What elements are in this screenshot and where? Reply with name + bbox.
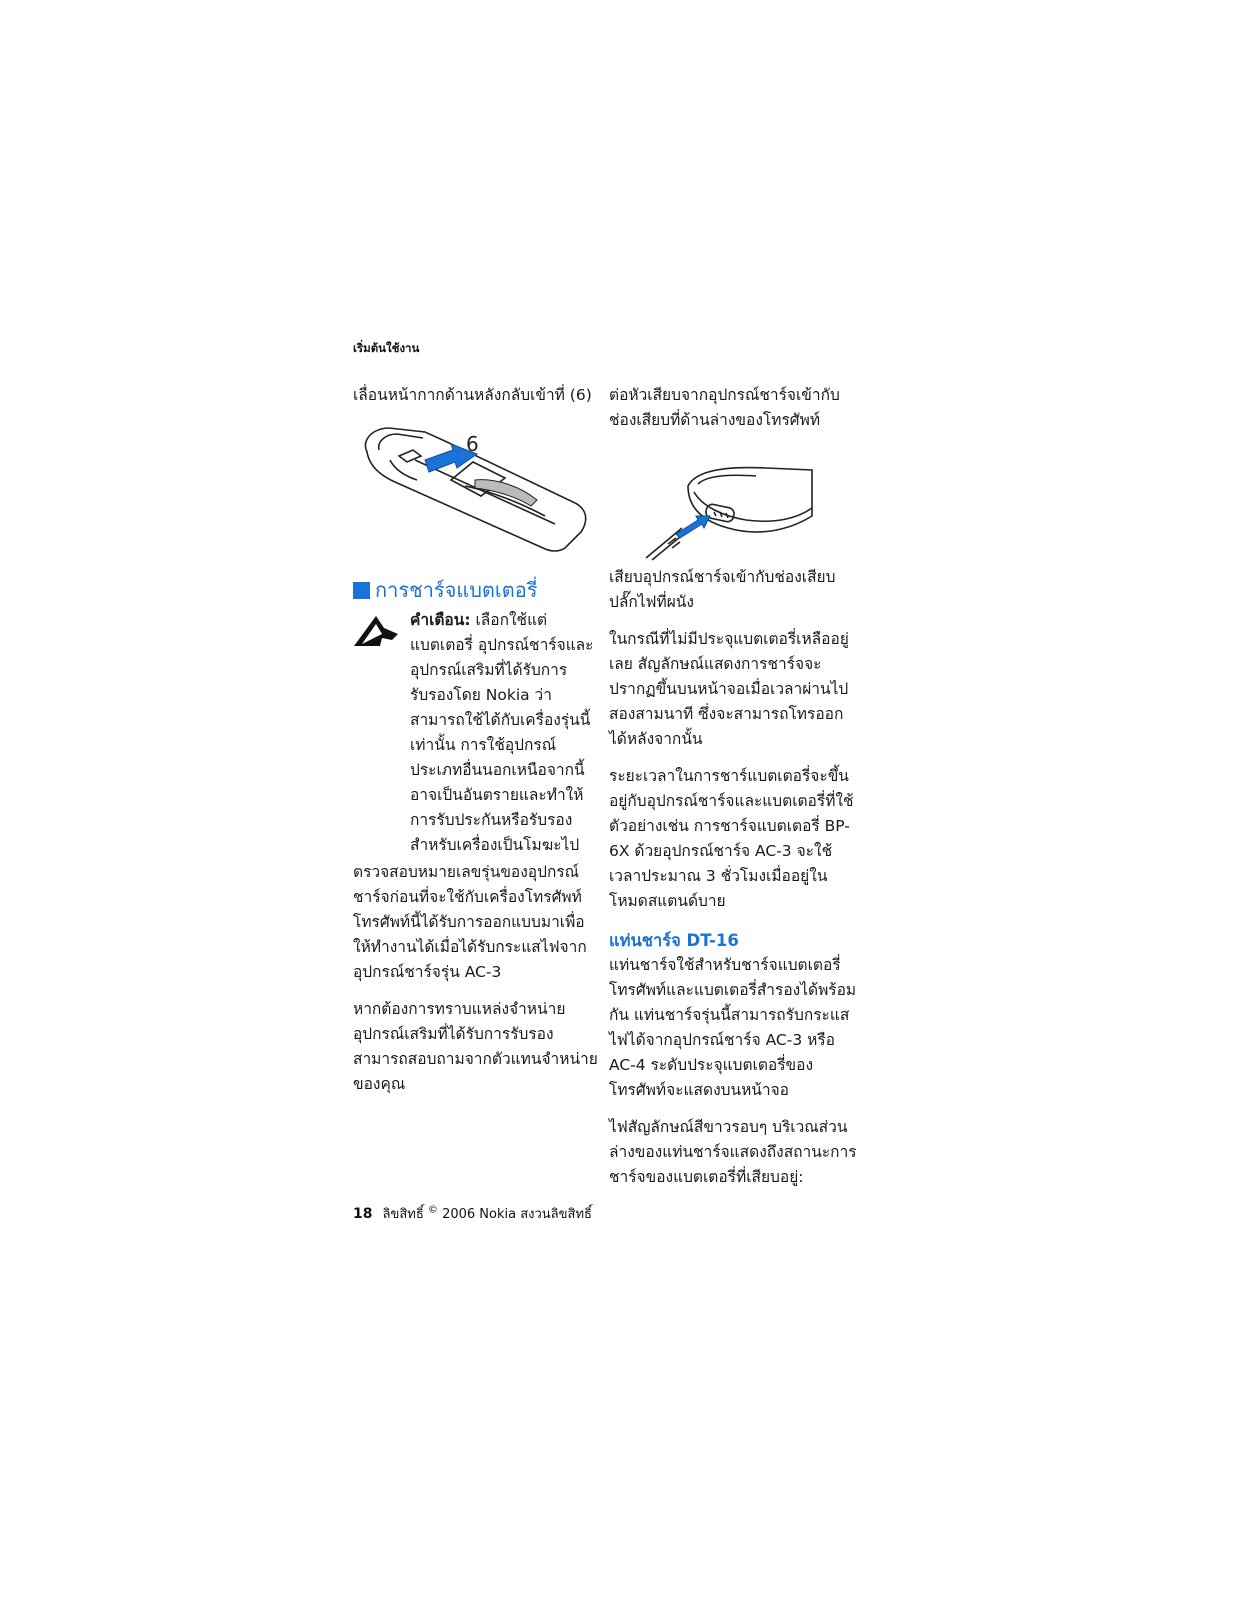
section-title-charging	[353, 574, 538, 606]
figure-label-6: 6	[466, 432, 479, 456]
right-paragraphs	[609, 565, 859, 926]
section-title-text: การชาร์จแบตเตอรี่	[375, 578, 538, 602]
text-empty-battery: ในกรณีที่ไม่มีประจุแบตเตอรี่เหลืออยู่เลย สัญลักษณ์แสดงการชาร์จจะปรากฏขึ้นบนหน้าจอเมื่อเวลาผ่านไปสองสามนาที ซึ่งจะสามารถโทรออกได้หลังจากนั้น	[609, 630, 849, 748]
subsection-title-dt16: แท่นชาร์จ DT-16	[609, 931, 739, 950]
warning-hand-icon	[352, 614, 400, 648]
left-paragraph-1	[353, 383, 601, 420]
page-footer	[353, 1203, 592, 1224]
blue-square-icon	[353, 582, 370, 599]
text-charging-time: ระยะเวลาในการชาร์แบตเตอรี่จะขึ้นอยู่กับอุปกรณ์ชาร์จและแบตเตอรี่ที่ใช้ ตัวอย่างเช่น การชาร์จแบตเตอรี่ BP-6X ด้วยอุปกรณ์ชาร์จ AC-3 จะใช้เวลาประมาณ 3 ชั่วโมงเมื่ออยู่ในโหมดสแตนด์บาย	[609, 767, 854, 910]
text-connect-plug: ต่อหัวเสียบจากอุปกรณ์ชาร์จเข้ากับช่องเสียบที่ด้านล่างของโทรศัพท์	[609, 386, 840, 429]
right-paragraph-1	[609, 383, 859, 445]
text-desk-stand: แท่นชาร์จใช้สำหรับชาร์จแบตเตอรี่โทรศัพท์และแบตเตอรี่สำรองได้พร้อมกัน แท่นชาร์จรุ่นนี้สามารถรับกระแสไฟได้จากอุปกรณ์ชาร์จ AC-3 หรือ AC-4 ระดับประจุแบตเตอรี่ของโทรศัพท์จะแสดงบนหน้าจอ	[609, 956, 857, 1099]
warning-text: เลือกใช้แต่แบตเตอรี่ อุปกรณ์ชาร์จและอุปกรณ์เสริมที่ได้รับการรับรองโดย Nokia ว่าสามารถใช้ได้กับเครื่องรุ่นนี้เท่านั้น การใช้อุปกรณ์ประเภทอื่นนอกเหนือจากนี้ อาจเป็นอันตรายและทำให้การรับประกันหรือรับรองสำหรับเครื่องเป็นโมฆะไป	[410, 611, 594, 854]
text-dealer: หากต้องการทราบแหล่งจำหน่ายอุปกรณ์เสริมที่ได้รับการรับรอง สามารถสอบถามจากตัวแทนจำหน่ายของคุณ	[353, 1000, 598, 1093]
warning-block	[410, 608, 600, 858]
text-indicator-light: ไฟสัญลักษณ์สีขาวรอบๆ บริเวณส่วนล่างของแท่นชาร์จแสดงถึงสถานะการชาร์จของแบตเตอรี่ที่เสียบอยู่:	[609, 1118, 857, 1186]
figure-charger-plug	[636, 462, 816, 562]
page-number: 18	[353, 1206, 373, 1222]
running-header: เริ่มต้นใช้งาน	[353, 341, 420, 355]
warning-label: คำเตือน:	[410, 611, 471, 629]
text-wall-socket: เสียบอุปกรณ์ชาร์จเข้ากับช่องเสียบปลั๊กไฟที่ผนัง	[609, 568, 836, 611]
copyright-word: ลิขสิทธิ์	[382, 1207, 424, 1222]
text-replace-cover: เลื่อนหน้ากากด้านหลังกลับเข้าที่ (6)	[353, 386, 592, 404]
left-lower-paragraphs	[353, 860, 601, 1109]
copyright-symbol: ©	[427, 1204, 438, 1216]
copyright-text: 2006 Nokia สงวนลิขสิทธิ์	[442, 1207, 592, 1222]
copyright-line	[382, 1203, 591, 1224]
right-lower-paragraphs	[609, 953, 859, 1202]
text-check-charger: ตรวจสอบหมายเลขรุ่นของอุปกรณ์ชาร์จก่อนที่จะใช้กับเครื่องโทรศัพท์ โทรศัพท์นี้ได้รับการออกแบบมาเพื่อให้ทำงานได้เมื่อได้รับกระแสไฟจากอุปกรณ์ชาร์จรุ่น AC-3	[353, 863, 587, 981]
